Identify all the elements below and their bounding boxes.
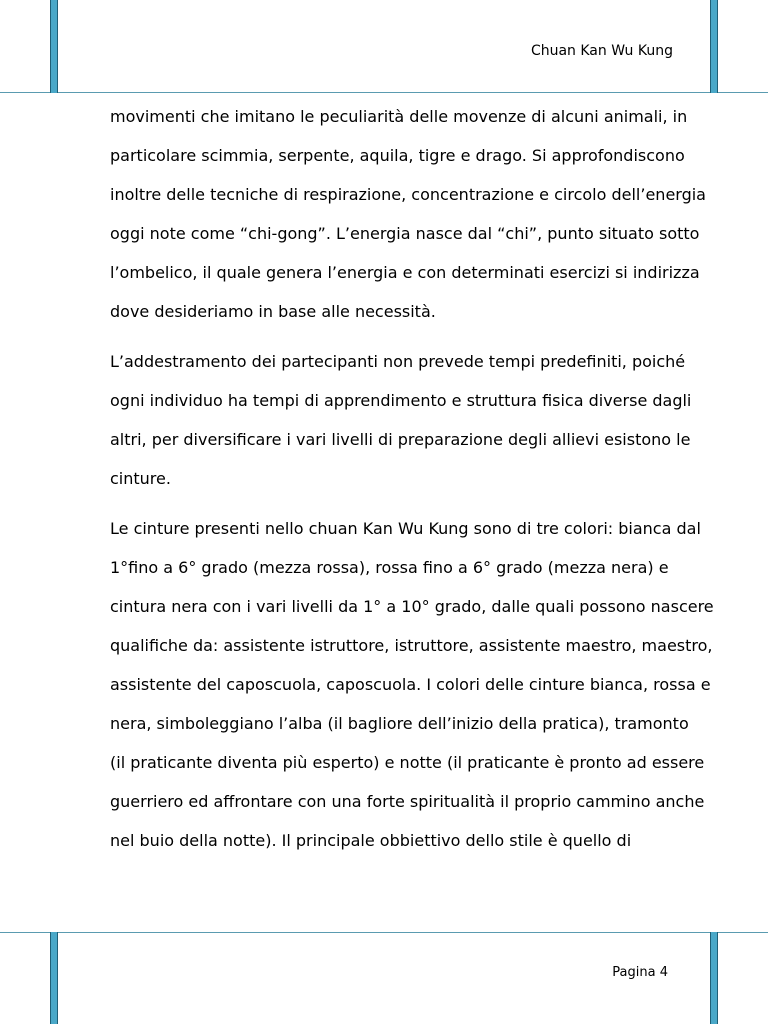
- text-line: particolare scimmia, serpente, aquila, tigre e drago. Si approfondiscono: [110, 146, 685, 165]
- text-line: l’ombelico, il quale genera l’energia e con determinati esercizi si indirizza: [110, 263, 700, 282]
- text-line: qualifiche da: assistente istruttore, istruttore, assistente maestro, maestro,: [110, 636, 713, 655]
- text-line: movimenti che imitano le peculiarità delle movenze di alcuni animali, in: [110, 107, 688, 126]
- running-header-title: Chuan Kan Wu Kung: [530, 43, 673, 59]
- text-line: cinture.: [110, 469, 171, 488]
- text-line: ogni individuo ha tempi di apprendimento e struttura fisica diverse dagli: [110, 391, 692, 410]
- text-line: dove desideriamo in base alle necessità.: [110, 302, 436, 321]
- header-rule: [0, 92, 768, 93]
- bottom-right-margin-bar: [710, 932, 718, 1024]
- text-line: 1°fino a 6° grado (mezza rossa), rossa fino a 6° grado (mezza nera) e: [110, 558, 669, 577]
- text-line: nera, simboleggiano l’alba (il bagliore dell’inizio della pratica), tramonto: [110, 714, 689, 733]
- text-line: assistente del caposcuola, caposcuola. I colori delle cinture bianca, rossa e: [110, 675, 711, 694]
- text-line: Le cinture presenti nello chuan Kan Wu Kung sono di tre colori: bianca dal: [110, 519, 701, 538]
- paragraph-2: [110, 342, 768, 498]
- text-line: inoltre delle tecniche di respirazione, concentrazione e circolo dell’energia: [110, 185, 706, 204]
- text-line: (il praticante diventa più esperto) e notte (il praticante è pronto ad essere: [110, 753, 705, 772]
- text-line: oggi note come “chi-gong”. L’energia nasce dal “chi”, punto situato sotto: [110, 224, 700, 243]
- footer-rule: [0, 932, 768, 933]
- page-number: Pagina 4: [612, 965, 668, 980]
- bottom-left-margin-bar: [50, 932, 58, 1024]
- paragraph-1: [110, 97, 768, 331]
- document-body: [110, 97, 768, 860]
- top-left-margin-bar: [50, 0, 58, 93]
- text-line: L’addestramento dei partecipanti non prevede tempi predefiniti, poiché: [110, 352, 686, 371]
- text-line: cintura nera con i vari livelli da 1° a 10° grado, dalle quali possono nascere: [110, 597, 714, 616]
- paragraph-3: [110, 509, 768, 860]
- text-line: nel buio della notte). Il principale obbiettivo dello stile è quello di: [110, 831, 632, 850]
- top-right-margin-bar: [710, 0, 718, 93]
- text-line: altri, per diversificare i vari livelli di preparazione degli allievi esistono le: [110, 430, 691, 449]
- text-line: guerriero ed affrontare con una forte spiritualità il proprio cammino anche: [110, 792, 705, 811]
